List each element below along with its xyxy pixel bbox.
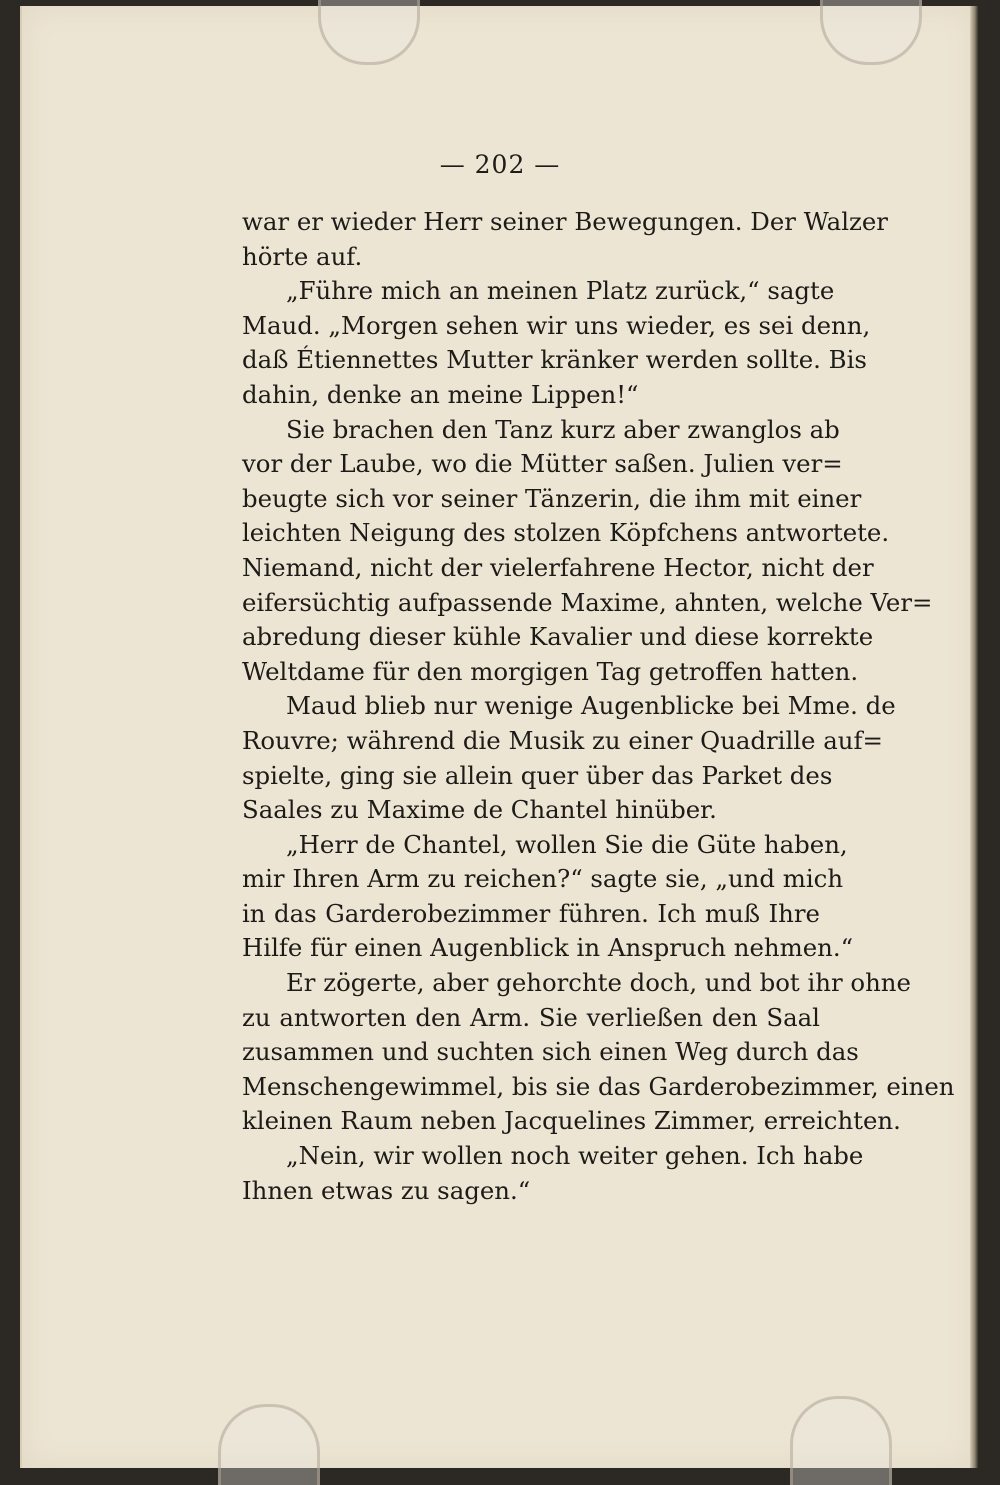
text-line: dahin, denke an meine Lippen!“ (242, 379, 639, 409)
page-edge-shadow (970, 6, 978, 1468)
text-line: zusammen und suchten sich einen Weg durch das (242, 1037, 859, 1067)
text-line: abredung dieser kühle Kavalier und diese korrekte (242, 622, 874, 652)
text-line: zu antworten den Arm. Sie verließen den Saal (242, 1002, 820, 1032)
page-number: — 202 — (439, 150, 561, 179)
text-line: Menschengewimmel, bis sie das Garderobezimmer, einen (242, 1071, 955, 1101)
text-line: Er zögerte, aber gehorchte doch, und bot ihr ohne (286, 968, 911, 998)
text-line: Niemand, nicht der vielerfahrene Hector, nicht der (242, 552, 874, 582)
text-line: Maud blieb nur wenige Augenblicke bei Mme. de (286, 691, 896, 721)
text-line: kleinen Raum neben Jacquelines Zimmer, erreichten. (242, 1106, 901, 1136)
photo-corner-clip (218, 1404, 320, 1485)
text-line: daß Étiennettes Mutter kränker werden sollte. Bis (242, 345, 867, 375)
text-line: Rouvre; während die Musik zu einer Quadrille auf= (242, 725, 883, 755)
text-line: Ihnen etwas zu sagen.“ (242, 1175, 531, 1205)
text-line: mir Ihren Arm zu reichen?“ sagte sie, „und mich (242, 864, 844, 894)
body-text (242, 205, 955, 1208)
text-line: eifersüchtig aufpassende Maxime, ahnten, welche Ver= (242, 587, 933, 617)
text-line: „Herr de Chantel, wollen Sie die Güte haben, (286, 829, 848, 859)
text-line: Weltdame für den morgigen Tag getroffen hatten. (242, 656, 859, 686)
text-line: spielte, ging sie allein quer über das Parket des (242, 760, 833, 790)
text-line: in das Garderobezimmer führen. Ich muß Ihre (242, 898, 820, 928)
text-line: hörte auf. (242, 241, 363, 271)
text-line: beugte sich vor seiner Tänzerin, die ihm mit einer (242, 483, 862, 513)
text-line: „Führe mich an meinen Platz zurück,“ sagte (286, 276, 835, 306)
text-line: „Nein, wir wollen noch weiter gehen. Ich habe (286, 1141, 864, 1171)
text-line: Maud. „Morgen sehen wir uns wieder, es sei denn, (242, 310, 871, 340)
text-line: Hilfe für einen Augenblick in Anspruch nehmen.“ (242, 933, 854, 963)
text-line: Sie brachen den Tanz kurz aber zwanglos ab (286, 414, 840, 444)
text-line: leichten Neigung des stolzen Köpfchens antwortete. (242, 518, 890, 548)
photo-corner-clip (790, 1396, 892, 1485)
text-line: Saales zu Maxime de Chantel hinüber. (242, 795, 717, 825)
text-line: war er wieder Herr seiner Bewegungen. Der Walzer (242, 207, 888, 236)
text-line: vor der Laube, wo die Mütter saßen. Julien ver= (242, 449, 843, 479)
